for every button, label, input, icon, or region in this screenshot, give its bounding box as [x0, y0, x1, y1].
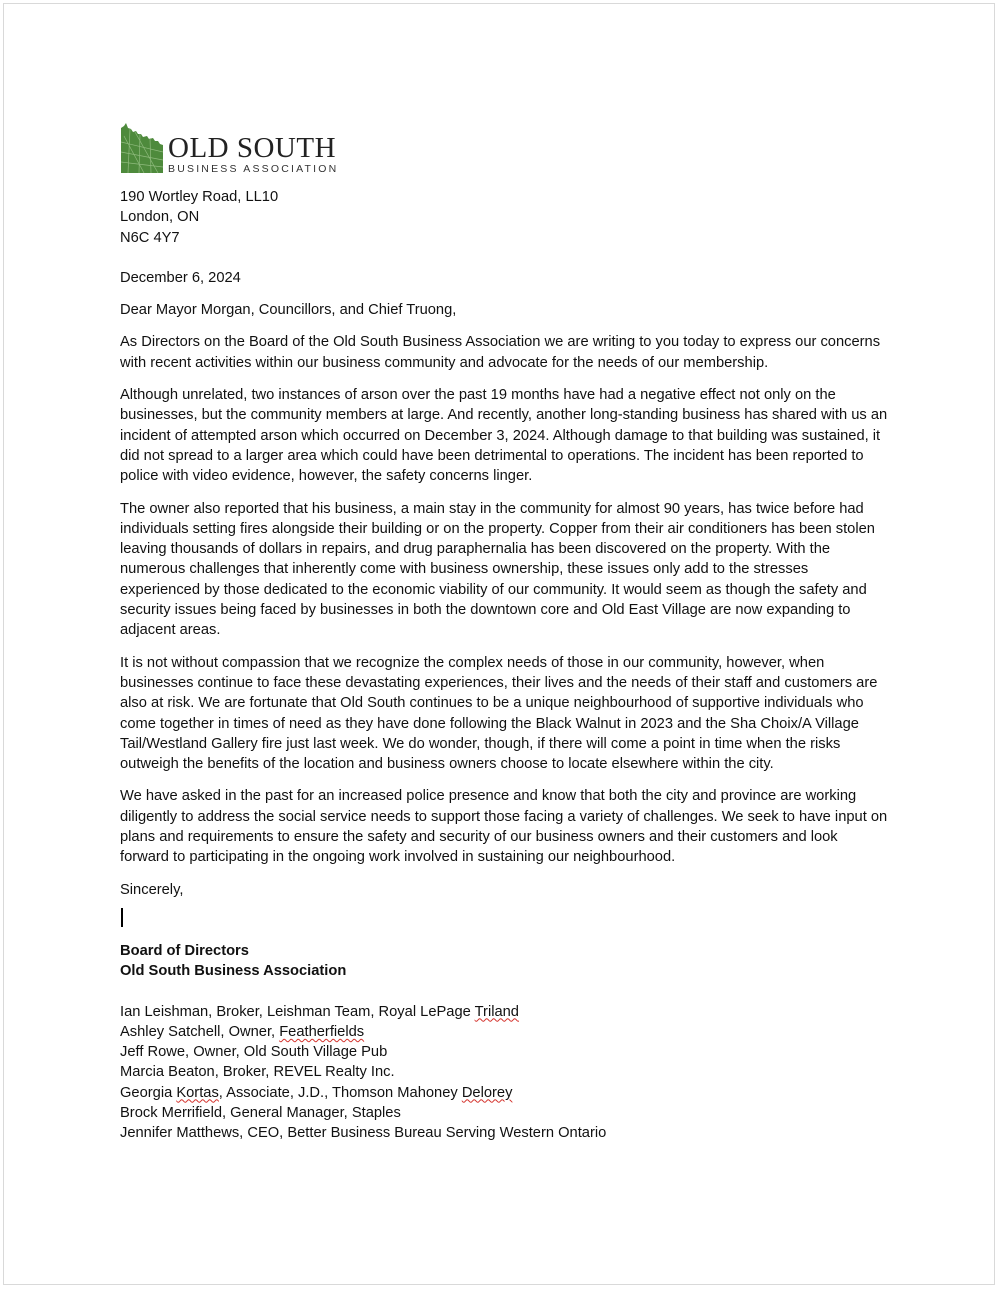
logo-subtitle: BUSINESS ASSOCIATION [168, 162, 339, 175]
spelling-flag[interactable]: Kortas [176, 1084, 219, 1101]
spelling-flag[interactable]: Triland [474, 1003, 519, 1020]
association-line: Old South Business Association [120, 963, 347, 980]
signer-line: Brock Merrifield, General Manager, Staples [120, 1104, 401, 1121]
letter-body [120, 118, 890, 1144]
address-line: 190 Wortley Road, LL10 [120, 189, 279, 205]
address-line: London, ON [120, 209, 200, 226]
spelling-flag[interactable]: Delorey [461, 1084, 513, 1101]
signer-line: Marcia Beaton, Broker, REVEL Realty Inc. [120, 1064, 395, 1081]
salutation: Dear Mayor Morgan, Councillors, and Chief Truong, [120, 302, 457, 319]
board-line: Board of Directors [120, 942, 249, 959]
paragraph: As Directors on the Board of the Old South Business Association we are writing to you today to express our concerns with recent activities within our business community and advocate for the needs of our membership. [120, 334, 881, 371]
document-page [3, 3, 995, 1285]
signer-list [120, 1002, 890, 1144]
map-logo-icon [120, 122, 164, 174]
signer-line: Jennifer Matthews, CEO, Better Business Bureau Serving Western Ontario [120, 1125, 607, 1142]
signer-line: Georgia Kortas, Associate, J.D., Thomson Mahoney Delorey [120, 1084, 513, 1101]
spelling-flag[interactable]: Featherfields [279, 1023, 365, 1040]
closing: Sincerely, [120, 881, 184, 898]
text-cursor[interactable] [121, 908, 123, 927]
old-south-logo [120, 118, 890, 174]
logo-text [168, 131, 339, 175]
signer-line: Jeff Rowe, Owner, Old South Village Pub [120, 1044, 388, 1061]
logo-title: OLD SOUTH [168, 131, 337, 164]
signer-line: Ashley Satchell, Owner, Featherfields [120, 1023, 365, 1040]
sender-address [120, 187, 890, 248]
address-line: N6C 4Y7 [120, 229, 180, 246]
paragraph: Although unrelated, two instances of arson over the past 19 months have had a negative effect not only on the businesses, but the community members at large. And recently, another long-standing business has shared with us an incident of attempted arson which occurred on December 3, 2024. Although damage to that building was sustained, it did not spread to a larger area which could have been detrimental to operations. The incident has been reported to police with video evidence, however, the safety concerns linger. [120, 387, 888, 485]
signer-line: Ian Leishman, Broker, Leishman Team, Royal LePage Triland [120, 1003, 519, 1020]
signature-block [120, 941, 890, 982]
letter-date: December 6, 2024 [120, 269, 241, 286]
paragraph: The owner also reported that his business, a main stay in the community for almost 90 years, has twice before had individuals setting fires alongside their building or on the property. Copper from their air conditioners has been stolen leaving thousands of dollars in repairs, and drug paraphernalia has been discovered on the property. With the numerous challenges that inherently come with business ownership, these issues only add to the stresses experienced by those dedicated to the economic viability of our community. It would seem as though the safety and security issues being faced by businesses in both the downtown core and Old East Village are now expanding to adjacent areas. [120, 500, 875, 639]
paragraph: We have asked in the past for an increased police presence and know that both the city and province are working diligently to address the social service needs to support those facing a variety of challenges. We seek to have input on plans and requirements to ensure the safety and security of our business owners and their customers and look forward to participating in the ongoing work involved in sustaining our neighbourhood. [120, 788, 888, 866]
paragraph: It is not without compassion that we recognize the complex needs of those in our community, however, when businesses continue to face these devastating experiences, their lives and the needs of their staff and customers are also at risk. We are fortunate that Old South continues to be a unique neighbourhood of supportive individuals who come together in times of need as they have done following the Black Walnut in 2023 and the Sha Choix/A Village Tail/Westland Gallery fire just last week. We do wonder, though, if there will come a point in time when the risks outweigh the benefits of the location and business owners choose to locate elsewhere within the city. [120, 654, 878, 773]
